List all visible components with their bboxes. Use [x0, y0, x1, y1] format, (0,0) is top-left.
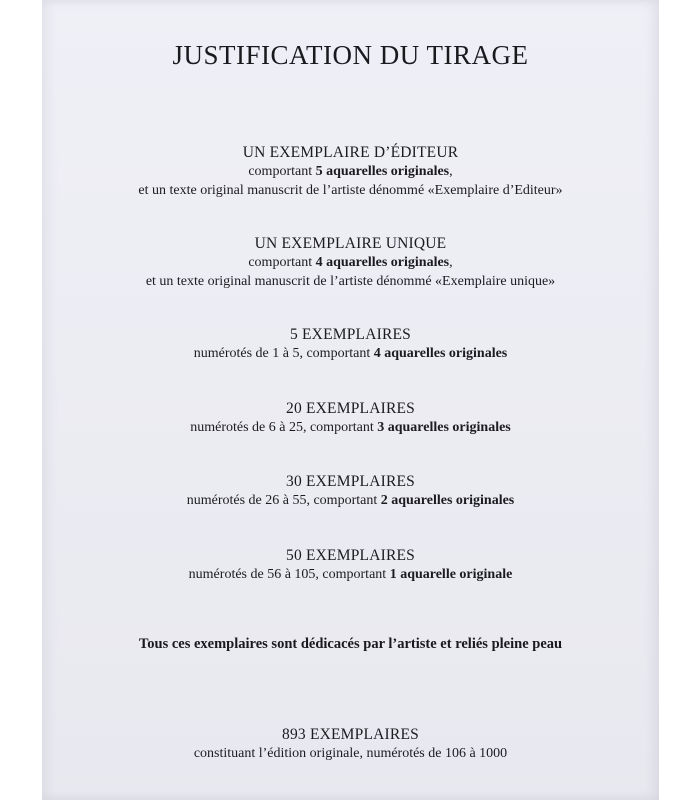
edition-description	[42, 162, 659, 181]
edition-description-prefix: comportant	[248, 164, 316, 179]
edition-description	[42, 565, 659, 584]
edition-20	[42, 399, 659, 437]
edition-description: constituant l’édition originale, numérotés de 106 à 1000	[193, 746, 508, 761]
edition-heading: 5 EXEMPLAIRES	[289, 326, 411, 343]
edition-description-prefix: numérotés de 56 à 105, comportant	[188, 567, 390, 582]
edition-heading: 893 EXEMPLAIRES	[282, 726, 419, 743]
edition-description-prefix: numérotés de 6 à 25, comportant	[190, 420, 378, 435]
edition-description-prefix: numérotés de 1 à 5, comportant	[193, 346, 374, 361]
edition-description-suffix: ,	[449, 255, 453, 270]
edition-description-suffix: ,	[449, 164, 453, 179]
edition-editeur	[42, 143, 659, 200]
edition-30	[42, 472, 659, 510]
edition-description	[42, 344, 659, 363]
edition-watercolor-count: 2 aquarelles originales	[380, 493, 515, 508]
edition-heading: 30 EXEMPLAIRES	[286, 473, 415, 490]
edition-ordinary	[42, 725, 659, 763]
edition-description	[42, 253, 659, 272]
edition-heading: UN EXEMPLAIRE UNIQUE	[254, 235, 447, 252]
edition-heading: 50 EXEMPLAIRES	[286, 547, 415, 564]
edition-watercolor-count: 1 aquarelle originale	[389, 567, 513, 582]
edition-5	[42, 325, 659, 363]
edition-description	[42, 418, 659, 437]
edition-heading: 20 EXEMPLAIRES	[286, 400, 415, 417]
edition-watercolor-count: 4 aquarelles originales	[315, 255, 450, 270]
edition-watercolor-count: 4 aquarelles originales	[373, 346, 508, 361]
edition-50	[42, 546, 659, 584]
edition-description-prefix: numérotés de 26 à 55, comportant	[186, 493, 381, 508]
edition-heading: UN EXEMPLAIRE D’ÉDITEUR	[242, 144, 459, 161]
edition-manuscript-note: et un texte original manuscrit de l’artiste dénommé «Exemplaire unique»	[145, 274, 556, 289]
edition-manuscript-note: et un texte original manuscrit de l’artiste dénommé «Exemplaire d’Editeur»	[138, 183, 563, 198]
edition-watercolor-count: 5 aquarelles originales	[315, 164, 450, 179]
dedication-statement: Tous ces exemplaires sont dédicacés par l’artiste et reliés pleine peau	[138, 636, 563, 652]
edition-description	[42, 491, 659, 510]
edition-unique	[42, 234, 659, 291]
edition-description-prefix: comportant	[248, 255, 316, 270]
edition-watercolor-count: 3 aquarelles originales	[377, 420, 511, 435]
page-title: JUSTIFICATION DU TIRAGE	[172, 40, 529, 70]
colophon-page	[42, 0, 659, 800]
